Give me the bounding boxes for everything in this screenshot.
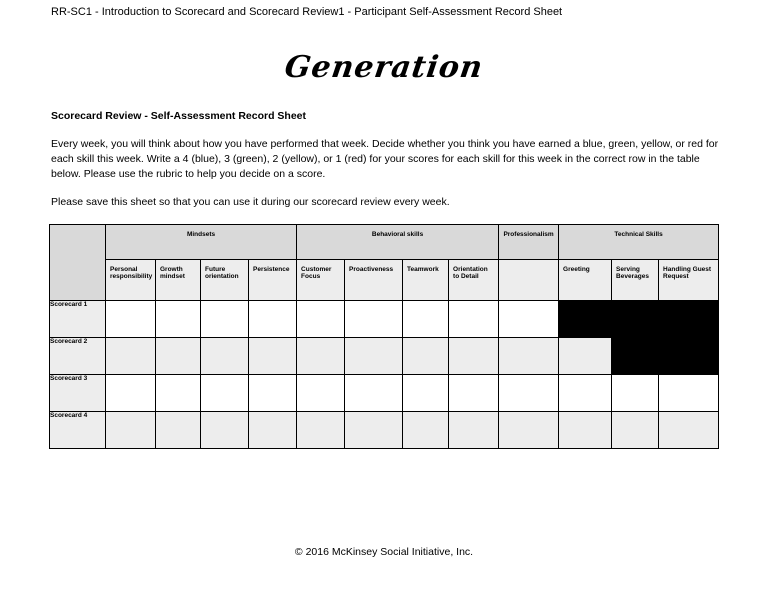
score-cell[interactable]: [659, 375, 719, 412]
score-cell[interactable]: [297, 375, 345, 412]
score-cell[interactable]: [297, 412, 345, 449]
row-label-scorecard-2: Scorecard 2: [50, 338, 106, 375]
score-cell[interactable]: [345, 338, 403, 375]
score-cell[interactable]: [345, 412, 403, 449]
score-cell[interactable]: [201, 412, 249, 449]
row-label-scorecard-3: Scorecard 3: [50, 375, 106, 412]
subheader-orientation-to-detail: Orientation to Detail: [449, 260, 499, 301]
score-cell[interactable]: [559, 375, 612, 412]
score-cell[interactable]: [106, 375, 156, 412]
score-cell[interactable]: [249, 375, 297, 412]
score-cell[interactable]: [249, 412, 297, 449]
subheader-customer-focus: Customer Focus: [297, 260, 345, 301]
score-cell[interactable]: [612, 375, 659, 412]
subheader-handling-guest-request: Handling Guest Request: [659, 260, 719, 301]
score-cell[interactable]: [156, 338, 201, 375]
score-cell[interactable]: [106, 412, 156, 449]
subheader-personal-responsibility: Personal responsibility: [106, 260, 156, 301]
score-cell[interactable]: [249, 338, 297, 375]
blocked-cell: [659, 338, 719, 375]
score-cell[interactable]: [297, 338, 345, 375]
score-cell[interactable]: [156, 412, 201, 449]
subheader-growth-mindset: Growth mindset: [156, 260, 201, 301]
score-cell[interactable]: [403, 412, 449, 449]
subheader-greeting: Greeting: [559, 260, 612, 301]
subheader-proactiveness: Proactiveness: [345, 260, 403, 301]
score-cell[interactable]: [499, 301, 559, 338]
blocked-cell: [612, 301, 659, 338]
subheader-future-orientation: Future orientation: [201, 260, 249, 301]
row-label-scorecard-1: Scorecard 1: [50, 301, 106, 338]
score-cell[interactable]: [201, 338, 249, 375]
score-cell[interactable]: [156, 301, 201, 338]
score-cell[interactable]: [499, 375, 559, 412]
score-cell[interactable]: [612, 412, 659, 449]
score-cell[interactable]: [499, 412, 559, 449]
score-cell[interactable]: [449, 301, 499, 338]
score-cell[interactable]: [449, 375, 499, 412]
subheader-serving-beverages: Serving Beverages: [612, 260, 659, 301]
score-cell[interactable]: [559, 338, 612, 375]
subheader-professionalism: [499, 260, 559, 301]
self-assessment-table: [49, 224, 719, 449]
copyright-footer: © 2016 McKinsey Social Initiative, Inc.: [294, 546, 474, 558]
blocked-cell: [612, 338, 659, 375]
document-header: RR-SC1 - Introduction to Scorecard and Scorecard Review1 - Participant Self-Assessment Record Sheet: [51, 6, 563, 18]
score-cell[interactable]: [297, 301, 345, 338]
score-cell[interactable]: [559, 412, 612, 449]
score-cell[interactable]: [449, 338, 499, 375]
score-cell[interactable]: [156, 375, 201, 412]
score-cell[interactable]: [403, 301, 449, 338]
subheader-teamwork: Teamwork: [403, 260, 449, 301]
save-note-paragraph: Please save this sheet so that you can use it during our scorecard review every week.: [51, 196, 450, 208]
group-header-mindsets: Mindsets: [106, 225, 297, 260]
group-header-behavioral-skills: Behavioral skills: [297, 225, 499, 260]
blocked-cell: [659, 301, 719, 338]
instructions-paragraph: Every week, you will think about how you have performed that week. Decide whether you think you have earned a blue, green, yellow, or red for each skill this week. Write a 4 (blue), 3 (green), 2 (yellow), or 1 (red) for your scores for each skill for this week in the correct row in the table below. Please use the rubric to help you decide on a score.: [51, 138, 719, 180]
generation-logo: Generation: [282, 50, 486, 85]
subheader-persistence: Persistence: [249, 260, 297, 301]
score-cell[interactable]: [403, 338, 449, 375]
score-cell[interactable]: [106, 301, 156, 338]
score-cell[interactable]: [201, 375, 249, 412]
score-cell[interactable]: [499, 338, 559, 375]
sheet-title: Scorecard Review - Self-Assessment Record Sheet: [51, 110, 307, 122]
corner-cell: [50, 225, 106, 301]
row-label-scorecard-4: Scorecard 4: [50, 412, 106, 449]
blocked-cell: [559, 301, 612, 338]
score-cell[interactable]: [659, 412, 719, 449]
group-header-technical-skills: Technical Skills: [559, 225, 719, 260]
score-cell[interactable]: [345, 301, 403, 338]
score-cell[interactable]: [201, 301, 249, 338]
score-cell[interactable]: [106, 338, 156, 375]
score-cell[interactable]: [345, 375, 403, 412]
score-cell[interactable]: [403, 375, 449, 412]
group-header-professionalism: Professionalism: [499, 225, 559, 260]
score-cell[interactable]: [449, 412, 499, 449]
score-cell[interactable]: [249, 301, 297, 338]
